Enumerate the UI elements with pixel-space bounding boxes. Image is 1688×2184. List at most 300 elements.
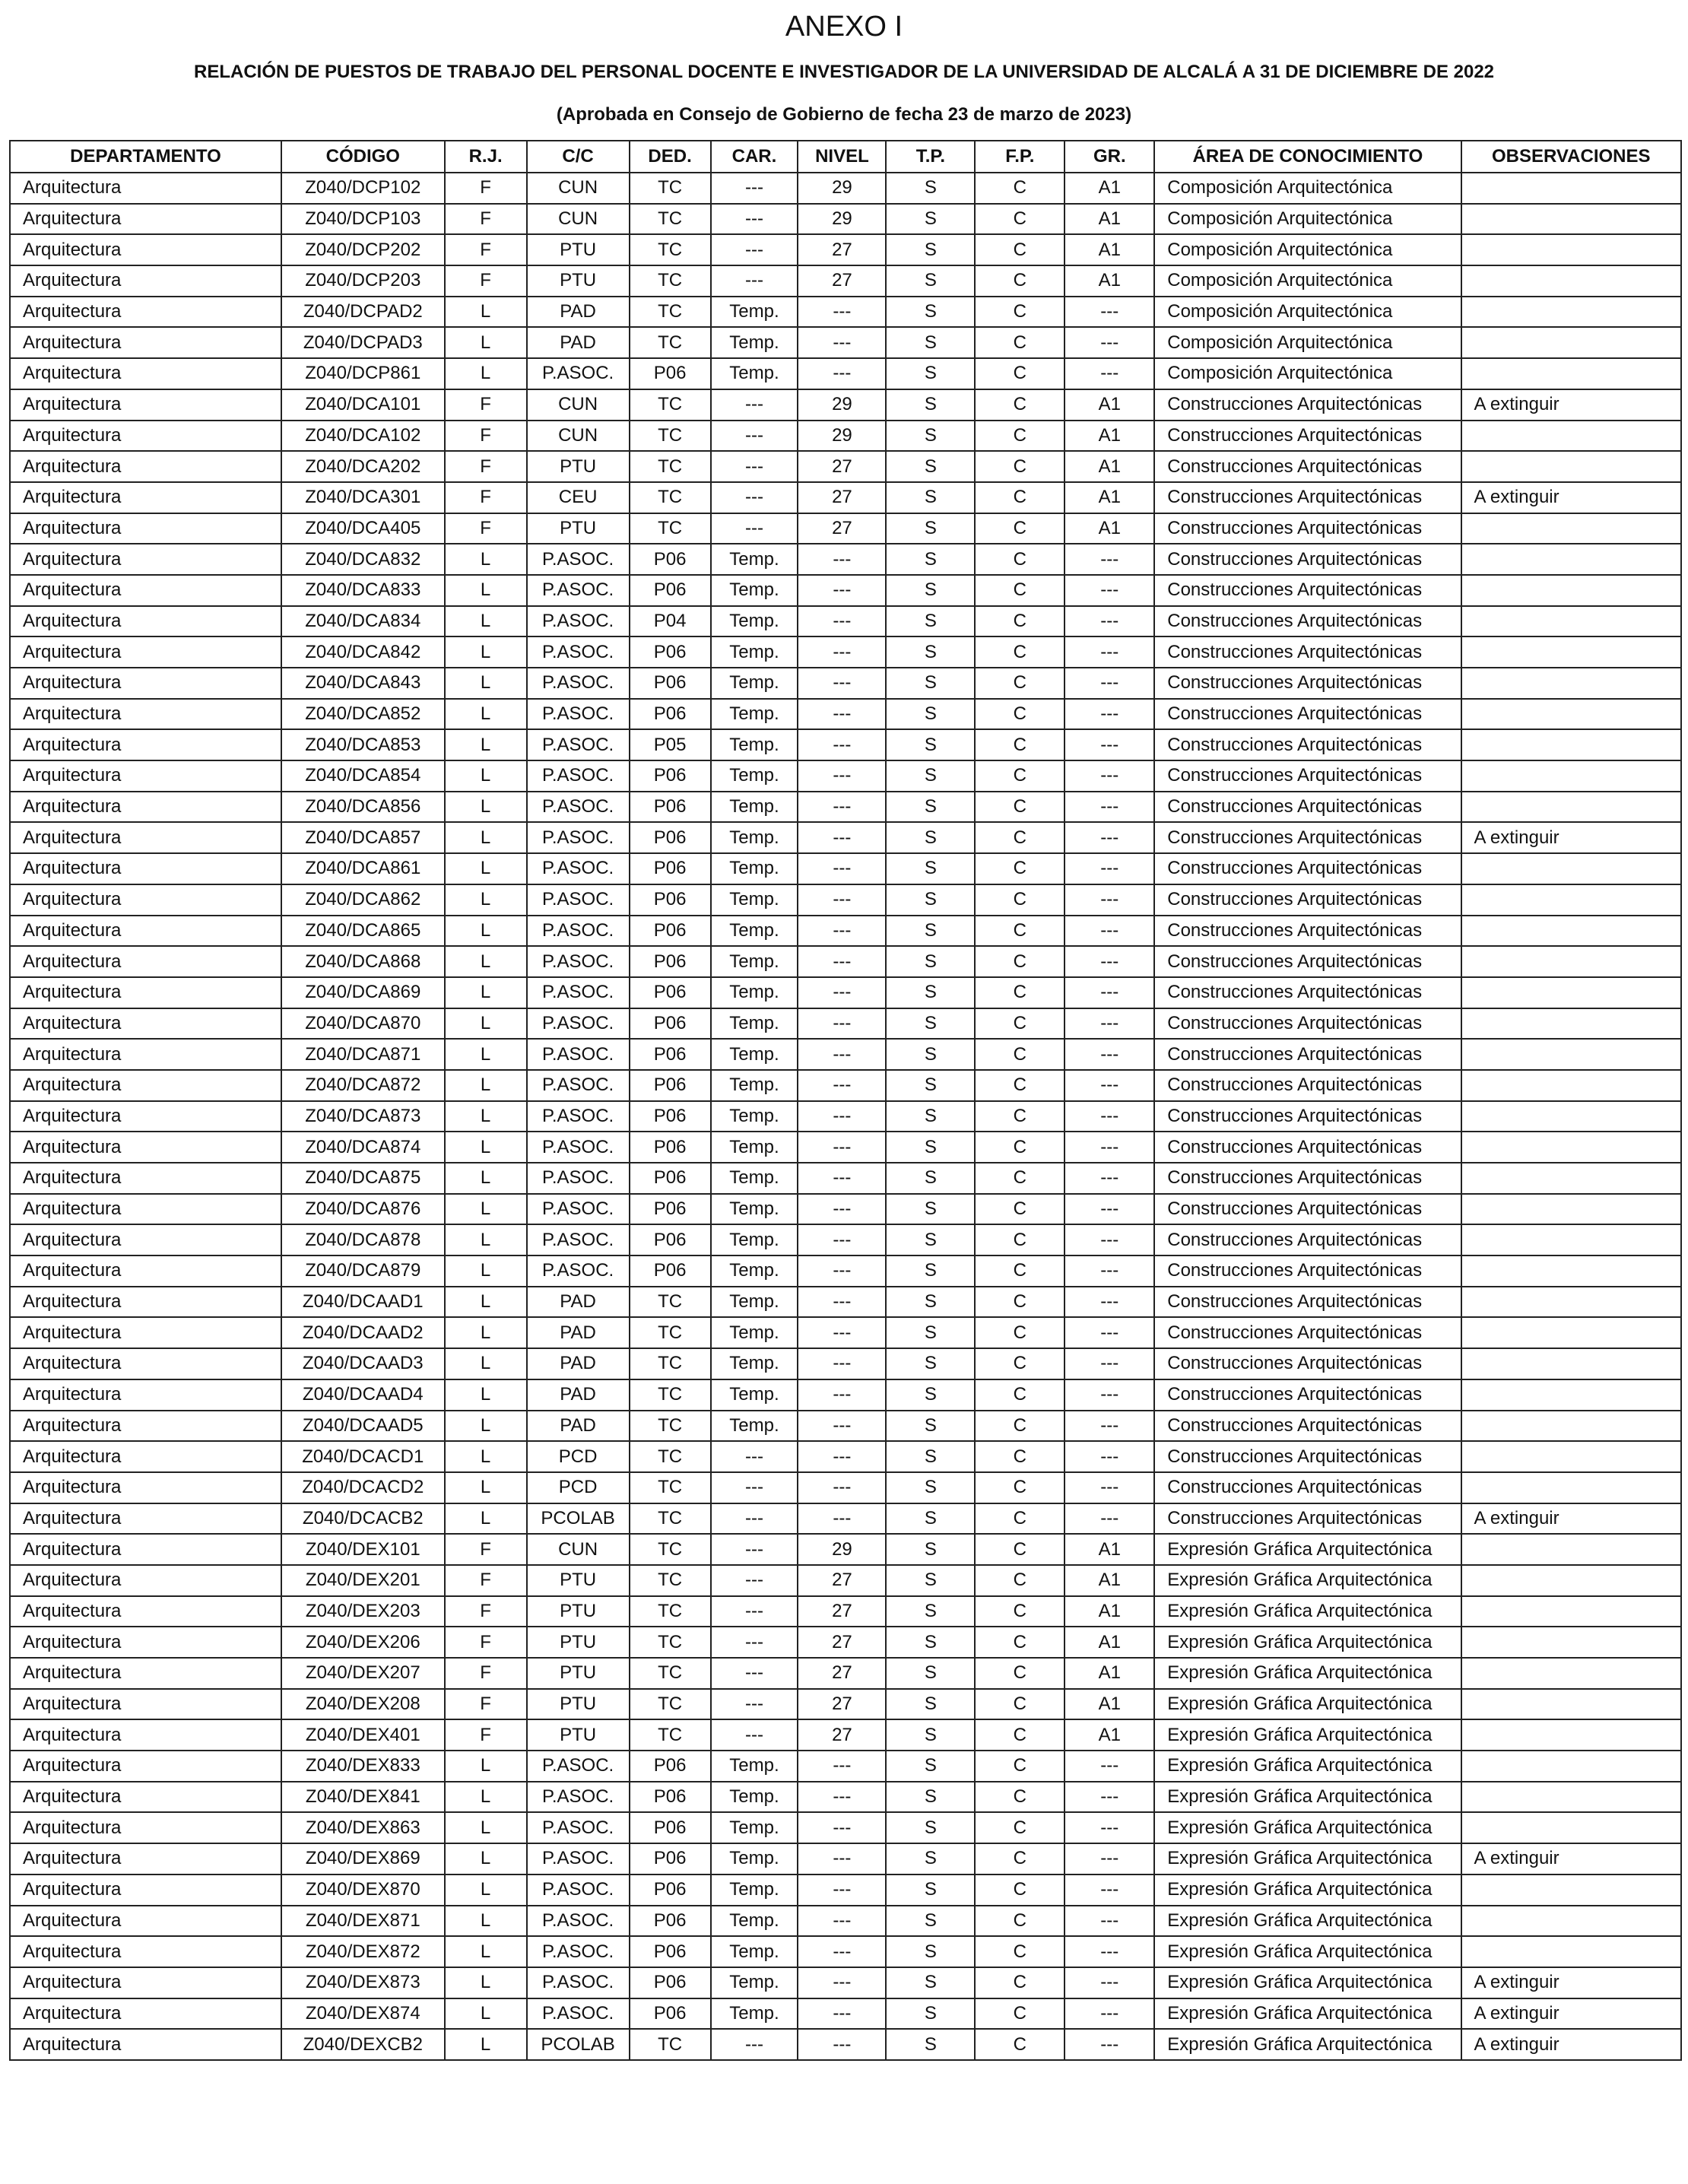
cell-area: Construcciones Arquitectónicas: [1154, 389, 1461, 421]
cell-departamento: Arquitectura: [10, 760, 281, 792]
table-row: [10, 1627, 1681, 1658]
cell-departamento: Arquitectura: [10, 544, 281, 575]
cell-car: Temp.: [711, 1782, 798, 1813]
cell-codigo: Z040/DEX841: [281, 1782, 445, 1813]
cell-tp: S: [886, 1255, 975, 1287]
cell-cc: P.ASOC.: [527, 1070, 630, 1101]
cell-ded: TC: [630, 204, 711, 235]
cell-tp: S: [886, 1348, 975, 1379]
cell-ded: P06: [630, 699, 711, 730]
cell-area: Expresión Gráfica Arquitectónica: [1154, 1906, 1461, 1937]
cell-ded: P06: [630, 1874, 711, 1906]
table-row: [10, 1782, 1681, 1813]
cell-gr: ---: [1065, 1317, 1154, 1348]
cell-car: ---: [711, 1689, 798, 1720]
cell-ded: TC: [630, 451, 711, 482]
cell-departamento: Arquitectura: [10, 1441, 281, 1472]
cell-nivel: ---: [798, 636, 886, 668]
cell-departamento: Arquitectura: [10, 1194, 281, 1225]
table-row: [10, 1843, 1681, 1874]
cell-area: Construcciones Arquitectónicas: [1154, 513, 1461, 544]
cell-fp: C: [975, 1874, 1065, 1906]
cell-codigo: Z040/DCA853: [281, 729, 445, 760]
cell-gr: ---: [1065, 1348, 1154, 1379]
cell-car: Temp.: [711, 1070, 798, 1101]
cell-area: Construcciones Arquitectónicas: [1154, 1472, 1461, 1503]
cell-area: Construcciones Arquitectónicas: [1154, 636, 1461, 668]
cell-ded: TC: [630, 1627, 711, 1658]
cell-nivel: ---: [798, 1843, 886, 1874]
cell-tp: S: [886, 544, 975, 575]
cell-fp: C: [975, 1565, 1065, 1596]
cell-nivel: 29: [798, 204, 886, 235]
cell-area: Composición Arquitectónica: [1154, 173, 1461, 204]
cell-rj: L: [445, 1441, 527, 1472]
cell-ded: P06: [630, 1194, 711, 1225]
cell-ded: TC: [630, 1317, 711, 1348]
cell-nivel: ---: [798, 792, 886, 823]
cell-car: Temp.: [711, 1348, 798, 1379]
cell-gr: A1: [1065, 173, 1154, 204]
cell-codigo: Z040/DEX872: [281, 1936, 445, 1967]
col-gr: GR.: [1065, 141, 1154, 173]
cell-cc: PTU: [527, 1596, 630, 1627]
cell-tp: S: [886, 668, 975, 699]
cell-departamento: Arquitectura: [10, 1379, 281, 1411]
cell-nivel: 27: [798, 234, 886, 265]
cell-car: Temp.: [711, 1255, 798, 1287]
cell-departamento: Arquitectura: [10, 792, 281, 823]
cell-gr: ---: [1065, 853, 1154, 884]
cell-observaciones: [1461, 1812, 1681, 1843]
table-row: [10, 853, 1681, 884]
table-row: [10, 204, 1681, 235]
cell-nivel: ---: [798, 1812, 886, 1843]
cell-departamento: Arquitectura: [10, 1411, 281, 1442]
cell-tp: S: [886, 729, 975, 760]
cell-observaciones: [1461, 1534, 1681, 1565]
cell-area: Construcciones Arquitectónicas: [1154, 1194, 1461, 1225]
cell-ded: TC: [630, 265, 711, 297]
cell-rj: L: [445, 729, 527, 760]
cell-area: Expresión Gráfica Arquitectónica: [1154, 1967, 1461, 1998]
table-row: [10, 1317, 1681, 1348]
cell-observaciones: A extinguir: [1461, 1998, 1681, 2030]
cell-fp: C: [975, 1812, 1065, 1843]
cell-ded: TC: [630, 513, 711, 544]
cell-ded: P06: [630, 760, 711, 792]
cell-fp: C: [975, 1008, 1065, 1040]
cell-ded: TC: [630, 1565, 711, 1596]
cell-car: Temp.: [711, 916, 798, 947]
cell-ded: P06: [630, 1101, 711, 1132]
cell-area: Construcciones Arquitectónicas: [1154, 1101, 1461, 1132]
cell-tp: S: [886, 1441, 975, 1472]
cell-tp: S: [886, 1596, 975, 1627]
cell-departamento: Arquitectura: [10, 606, 281, 637]
cell-car: Temp.: [711, 699, 798, 730]
cell-fp: C: [975, 946, 1065, 977]
cell-ded: P06: [630, 636, 711, 668]
cell-cc: P.ASOC.: [527, 1967, 630, 1998]
cell-rj: L: [445, 1874, 527, 1906]
cell-area: Composición Arquitectónica: [1154, 358, 1461, 389]
cell-area: Construcciones Arquitectónicas: [1154, 1070, 1461, 1101]
table-row: [10, 1719, 1681, 1751]
cell-observaciones: [1461, 699, 1681, 730]
cell-departamento: Arquitectura: [10, 853, 281, 884]
cell-car: Temp.: [711, 1008, 798, 1040]
table-row: [10, 822, 1681, 853]
cell-nivel: ---: [798, 1224, 886, 1255]
cell-fp: C: [975, 173, 1065, 204]
cell-area: Construcciones Arquitectónicas: [1154, 421, 1461, 452]
table-row: [10, 575, 1681, 606]
cell-nivel: ---: [798, 1070, 886, 1101]
cell-tp: S: [886, 1503, 975, 1535]
cell-gr: ---: [1065, 358, 1154, 389]
cell-car: ---: [711, 482, 798, 513]
cell-nivel: ---: [798, 1998, 886, 2030]
cell-departamento: Arquitectura: [10, 884, 281, 916]
table-row: [10, 1874, 1681, 1906]
cell-fp: C: [975, 204, 1065, 235]
cell-cc: P.ASOC.: [527, 1812, 630, 1843]
cell-nivel: ---: [798, 760, 886, 792]
cell-observaciones: [1461, 234, 1681, 265]
cell-cc: PAD: [527, 1379, 630, 1411]
cell-observaciones: A extinguir: [1461, 482, 1681, 513]
cell-codigo: Z040/DCA865: [281, 916, 445, 947]
cell-fp: C: [975, 1441, 1065, 1472]
cell-nivel: ---: [798, 668, 886, 699]
cell-gr: A1: [1065, 1534, 1154, 1565]
cell-gr: ---: [1065, 575, 1154, 606]
cell-tp: S: [886, 606, 975, 637]
cell-area: Expresión Gráfica Arquitectónica: [1154, 1658, 1461, 1689]
cell-tp: S: [886, 421, 975, 452]
cell-area: Construcciones Arquitectónicas: [1154, 1224, 1461, 1255]
cell-gr: ---: [1065, 636, 1154, 668]
cell-cc: PTU: [527, 1658, 630, 1689]
cell-ded: TC: [630, 1411, 711, 1442]
cell-nivel: 27: [798, 1596, 886, 1627]
cell-ded: TC: [630, 297, 711, 328]
col-ded: DED.: [630, 141, 711, 173]
cell-area: Construcciones Arquitectónicas: [1154, 822, 1461, 853]
cell-departamento: Arquitectura: [10, 1782, 281, 1813]
cell-codigo: Z040/DCA101: [281, 389, 445, 421]
cell-fp: C: [975, 1534, 1065, 1565]
cell-area: Expresión Gráfica Arquitectónica: [1154, 1565, 1461, 1596]
cell-nivel: 27: [798, 1627, 886, 1658]
cell-area: Construcciones Arquitectónicas: [1154, 482, 1461, 513]
cell-area: Construcciones Arquitectónicas: [1154, 1441, 1461, 1472]
cell-rj: L: [445, 1906, 527, 1937]
table-row: [10, 668, 1681, 699]
cell-area: Construcciones Arquitectónicas: [1154, 1379, 1461, 1411]
cell-fp: C: [975, 1287, 1065, 1318]
cell-gr: ---: [1065, 1194, 1154, 1225]
cell-cc: P.ASOC.: [527, 1101, 630, 1132]
cell-tp: S: [886, 699, 975, 730]
cell-cc: P.ASOC.: [527, 1998, 630, 2030]
cell-car: ---: [711, 1627, 798, 1658]
cell-nivel: 29: [798, 389, 886, 421]
cell-cc: P.ASOC.: [527, 544, 630, 575]
cell-ded: TC: [630, 1287, 711, 1318]
cell-departamento: Arquitectura: [10, 1317, 281, 1348]
cell-area: Construcciones Arquitectónicas: [1154, 946, 1461, 977]
cell-gr: ---: [1065, 544, 1154, 575]
cell-rj: L: [445, 2029, 527, 2060]
cell-rj: L: [445, 884, 527, 916]
cell-fp: C: [975, 884, 1065, 916]
cell-departamento: Arquitectura: [10, 1008, 281, 1040]
cell-area: Composición Arquitectónica: [1154, 234, 1461, 265]
cell-codigo: Z040/DCA876: [281, 1194, 445, 1225]
cell-gr: ---: [1065, 1503, 1154, 1535]
cell-ded: P04: [630, 606, 711, 637]
cell-cc: P.ASOC.: [527, 884, 630, 916]
cell-gr: A1: [1065, 451, 1154, 482]
cell-fp: C: [975, 482, 1065, 513]
table-row: [10, 421, 1681, 452]
cell-observaciones: [1461, 853, 1681, 884]
cell-codigo: Z040/DEX870: [281, 1874, 445, 1906]
cell-car: Temp.: [711, 1843, 798, 1874]
cell-departamento: Arquitectura: [10, 1224, 281, 1255]
cell-gr: ---: [1065, 1163, 1154, 1194]
cell-observaciones: [1461, 1379, 1681, 1411]
cell-fp: C: [975, 1596, 1065, 1627]
cell-fp: C: [975, 358, 1065, 389]
cell-cc: PAD: [527, 1287, 630, 1318]
cell-ded: P06: [630, 1008, 711, 1040]
cell-tp: S: [886, 884, 975, 916]
table-row: [10, 636, 1681, 668]
cell-departamento: Arquitectura: [10, 482, 281, 513]
cell-cc: PAD: [527, 297, 630, 328]
table-row: [10, 1936, 1681, 1967]
cell-tp: S: [886, 2029, 975, 2060]
cell-car: Temp.: [711, 792, 798, 823]
cell-car: ---: [711, 204, 798, 235]
cell-gr: ---: [1065, 729, 1154, 760]
cell-rj: L: [445, 1101, 527, 1132]
cell-departamento: Arquitectura: [10, 204, 281, 235]
cell-fp: C: [975, 1627, 1065, 1658]
cell-fp: C: [975, 1348, 1065, 1379]
cell-rj: L: [445, 1163, 527, 1194]
cell-tp: S: [886, 1874, 975, 1906]
cell-rj: F: [445, 204, 527, 235]
cell-car: Temp.: [711, 946, 798, 977]
cell-cc: PTU: [527, 1719, 630, 1751]
cell-tp: S: [886, 1967, 975, 1998]
cell-tp: S: [886, 977, 975, 1008]
cell-gr: A1: [1065, 1658, 1154, 1689]
cell-cc: P.ASOC.: [527, 916, 630, 947]
cell-gr: A1: [1065, 1719, 1154, 1751]
cell-departamento: Arquitectura: [10, 265, 281, 297]
cell-cc: CUN: [527, 204, 630, 235]
cell-codigo: Z040/DEXCB2: [281, 2029, 445, 2060]
cell-codigo: Z040/DCP202: [281, 234, 445, 265]
cell-departamento: Arquitectura: [10, 1101, 281, 1132]
cell-codigo: Z040/DCAAD3: [281, 1348, 445, 1379]
cell-departamento: Arquitectura: [10, 1255, 281, 1287]
cell-tp: S: [886, 1317, 975, 1348]
cell-rj: F: [445, 1689, 527, 1720]
cell-rj: L: [445, 1411, 527, 1442]
cell-departamento: Arquitectura: [10, 1658, 281, 1689]
cell-nivel: ---: [798, 1751, 886, 1782]
cell-car: Temp.: [711, 1194, 798, 1225]
cell-observaciones: [1461, 1132, 1681, 1163]
cell-observaciones: [1461, 327, 1681, 358]
cell-codigo: Z040/DEX873: [281, 1967, 445, 1998]
cell-cc: P.ASOC.: [527, 1163, 630, 1194]
cell-area: Construcciones Arquitectónicas: [1154, 916, 1461, 947]
cell-codigo: Z040/DCA833: [281, 575, 445, 606]
cell-cc: P.ASOC.: [527, 1039, 630, 1070]
cell-gr: ---: [1065, 1255, 1154, 1287]
cell-tp: S: [886, 1194, 975, 1225]
col-rj: R.J.: [445, 141, 527, 173]
cell-car: Temp.: [711, 668, 798, 699]
table-row: [10, 544, 1681, 575]
cell-nivel: ---: [798, 544, 886, 575]
cell-car: Temp.: [711, 853, 798, 884]
cell-observaciones: [1461, 575, 1681, 606]
cell-gr: ---: [1065, 760, 1154, 792]
cell-area: Construcciones Arquitectónicas: [1154, 1503, 1461, 1535]
cell-rj: L: [445, 544, 527, 575]
cell-departamento: Arquitectura: [10, 1472, 281, 1503]
cell-fp: C: [975, 606, 1065, 637]
cell-codigo: Z040/DCA874: [281, 1132, 445, 1163]
cell-departamento: Arquitectura: [10, 451, 281, 482]
cell-tp: S: [886, 297, 975, 328]
cell-cc: P.ASOC.: [527, 1255, 630, 1287]
cell-rj: L: [445, 1070, 527, 1101]
cell-gr: ---: [1065, 1751, 1154, 1782]
cell-tp: S: [886, 1843, 975, 1874]
table-row: [10, 1039, 1681, 1070]
cell-area: Expresión Gráfica Arquitectónica: [1154, 1843, 1461, 1874]
cell-car: ---: [711, 513, 798, 544]
cell-tp: S: [886, 575, 975, 606]
cell-departamento: Arquitectura: [10, 1132, 281, 1163]
cell-rj: L: [445, 1503, 527, 1535]
cell-rj: F: [445, 513, 527, 544]
cell-codigo: Z040/DEX207: [281, 1658, 445, 1689]
cell-codigo: Z040/DCAAD2: [281, 1317, 445, 1348]
cell-fp: C: [975, 760, 1065, 792]
cell-ded: TC: [630, 1596, 711, 1627]
cell-departamento: Arquitectura: [10, 822, 281, 853]
cell-cc: P.ASOC.: [527, 1906, 630, 1937]
cell-fp: C: [975, 636, 1065, 668]
cell-nivel: ---: [798, 1906, 886, 1937]
cell-rj: F: [445, 1565, 527, 1596]
cell-fp: C: [975, 234, 1065, 265]
cell-nivel: ---: [798, 1317, 886, 1348]
cell-observaciones: A extinguir: [1461, 2029, 1681, 2060]
table-row: [10, 513, 1681, 544]
cell-area: Expresión Gráfica Arquitectónica: [1154, 1998, 1461, 2030]
cell-codigo: Z040/DCA854: [281, 760, 445, 792]
table-row: [10, 729, 1681, 760]
cell-cc: P.ASOC.: [527, 1194, 630, 1225]
cell-rj: L: [445, 1039, 527, 1070]
cell-tp: S: [886, 1287, 975, 1318]
cell-codigo: Z040/DCA301: [281, 482, 445, 513]
cell-gr: ---: [1065, 606, 1154, 637]
cell-tp: S: [886, 1224, 975, 1255]
cell-tp: S: [886, 327, 975, 358]
cell-rj: F: [445, 421, 527, 452]
cell-gr: ---: [1065, 1441, 1154, 1472]
cell-fp: C: [975, 1163, 1065, 1194]
cell-codigo: Z040/DCA871: [281, 1039, 445, 1070]
cell-ded: P06: [630, 1163, 711, 1194]
cell-gr: ---: [1065, 792, 1154, 823]
cell-observaciones: [1461, 297, 1681, 328]
cell-cc: PAD: [527, 327, 630, 358]
cell-nivel: 27: [798, 451, 886, 482]
table-row: [10, 451, 1681, 482]
cell-departamento: Arquitectura: [10, 916, 281, 947]
cell-codigo: Z040/DEX833: [281, 1751, 445, 1782]
cell-gr: ---: [1065, 977, 1154, 1008]
cell-cc: PCD: [527, 1441, 630, 1472]
cell-car: ---: [711, 1472, 798, 1503]
cell-car: Temp.: [711, 1998, 798, 2030]
cell-area: Construcciones Arquitectónicas: [1154, 1348, 1461, 1379]
cell-car: Temp.: [711, 1936, 798, 1967]
cell-fp: C: [975, 1379, 1065, 1411]
cell-observaciones: [1461, 729, 1681, 760]
cell-codigo: Z040/DEX871: [281, 1906, 445, 1937]
cell-area: Construcciones Arquitectónicas: [1154, 699, 1461, 730]
cell-cc: PTU: [527, 234, 630, 265]
cell-nivel: ---: [798, 297, 886, 328]
table-row: [10, 1441, 1681, 1472]
cell-car: Temp.: [711, 636, 798, 668]
cell-area: Composición Arquitectónica: [1154, 327, 1461, 358]
cell-rj: F: [445, 1534, 527, 1565]
cell-ded: TC: [630, 1379, 711, 1411]
cell-gr: ---: [1065, 1287, 1154, 1318]
cell-car: Temp.: [711, 1874, 798, 1906]
cell-cc: P.ASOC.: [527, 1008, 630, 1040]
cell-fp: C: [975, 1132, 1065, 1163]
cell-observaciones: [1461, 513, 1681, 544]
cell-observaciones: [1461, 977, 1681, 1008]
cell-tp: S: [886, 760, 975, 792]
cell-gr: A1: [1065, 265, 1154, 297]
cell-gr: ---: [1065, 822, 1154, 853]
table-row: [10, 1287, 1681, 1318]
cell-departamento: Arquitectura: [10, 946, 281, 977]
cell-rj: F: [445, 234, 527, 265]
cell-cc: P.ASOC.: [527, 1132, 630, 1163]
cell-departamento: Arquitectura: [10, 234, 281, 265]
cell-gr: ---: [1065, 2029, 1154, 2060]
cell-departamento: Arquitectura: [10, 1503, 281, 1535]
